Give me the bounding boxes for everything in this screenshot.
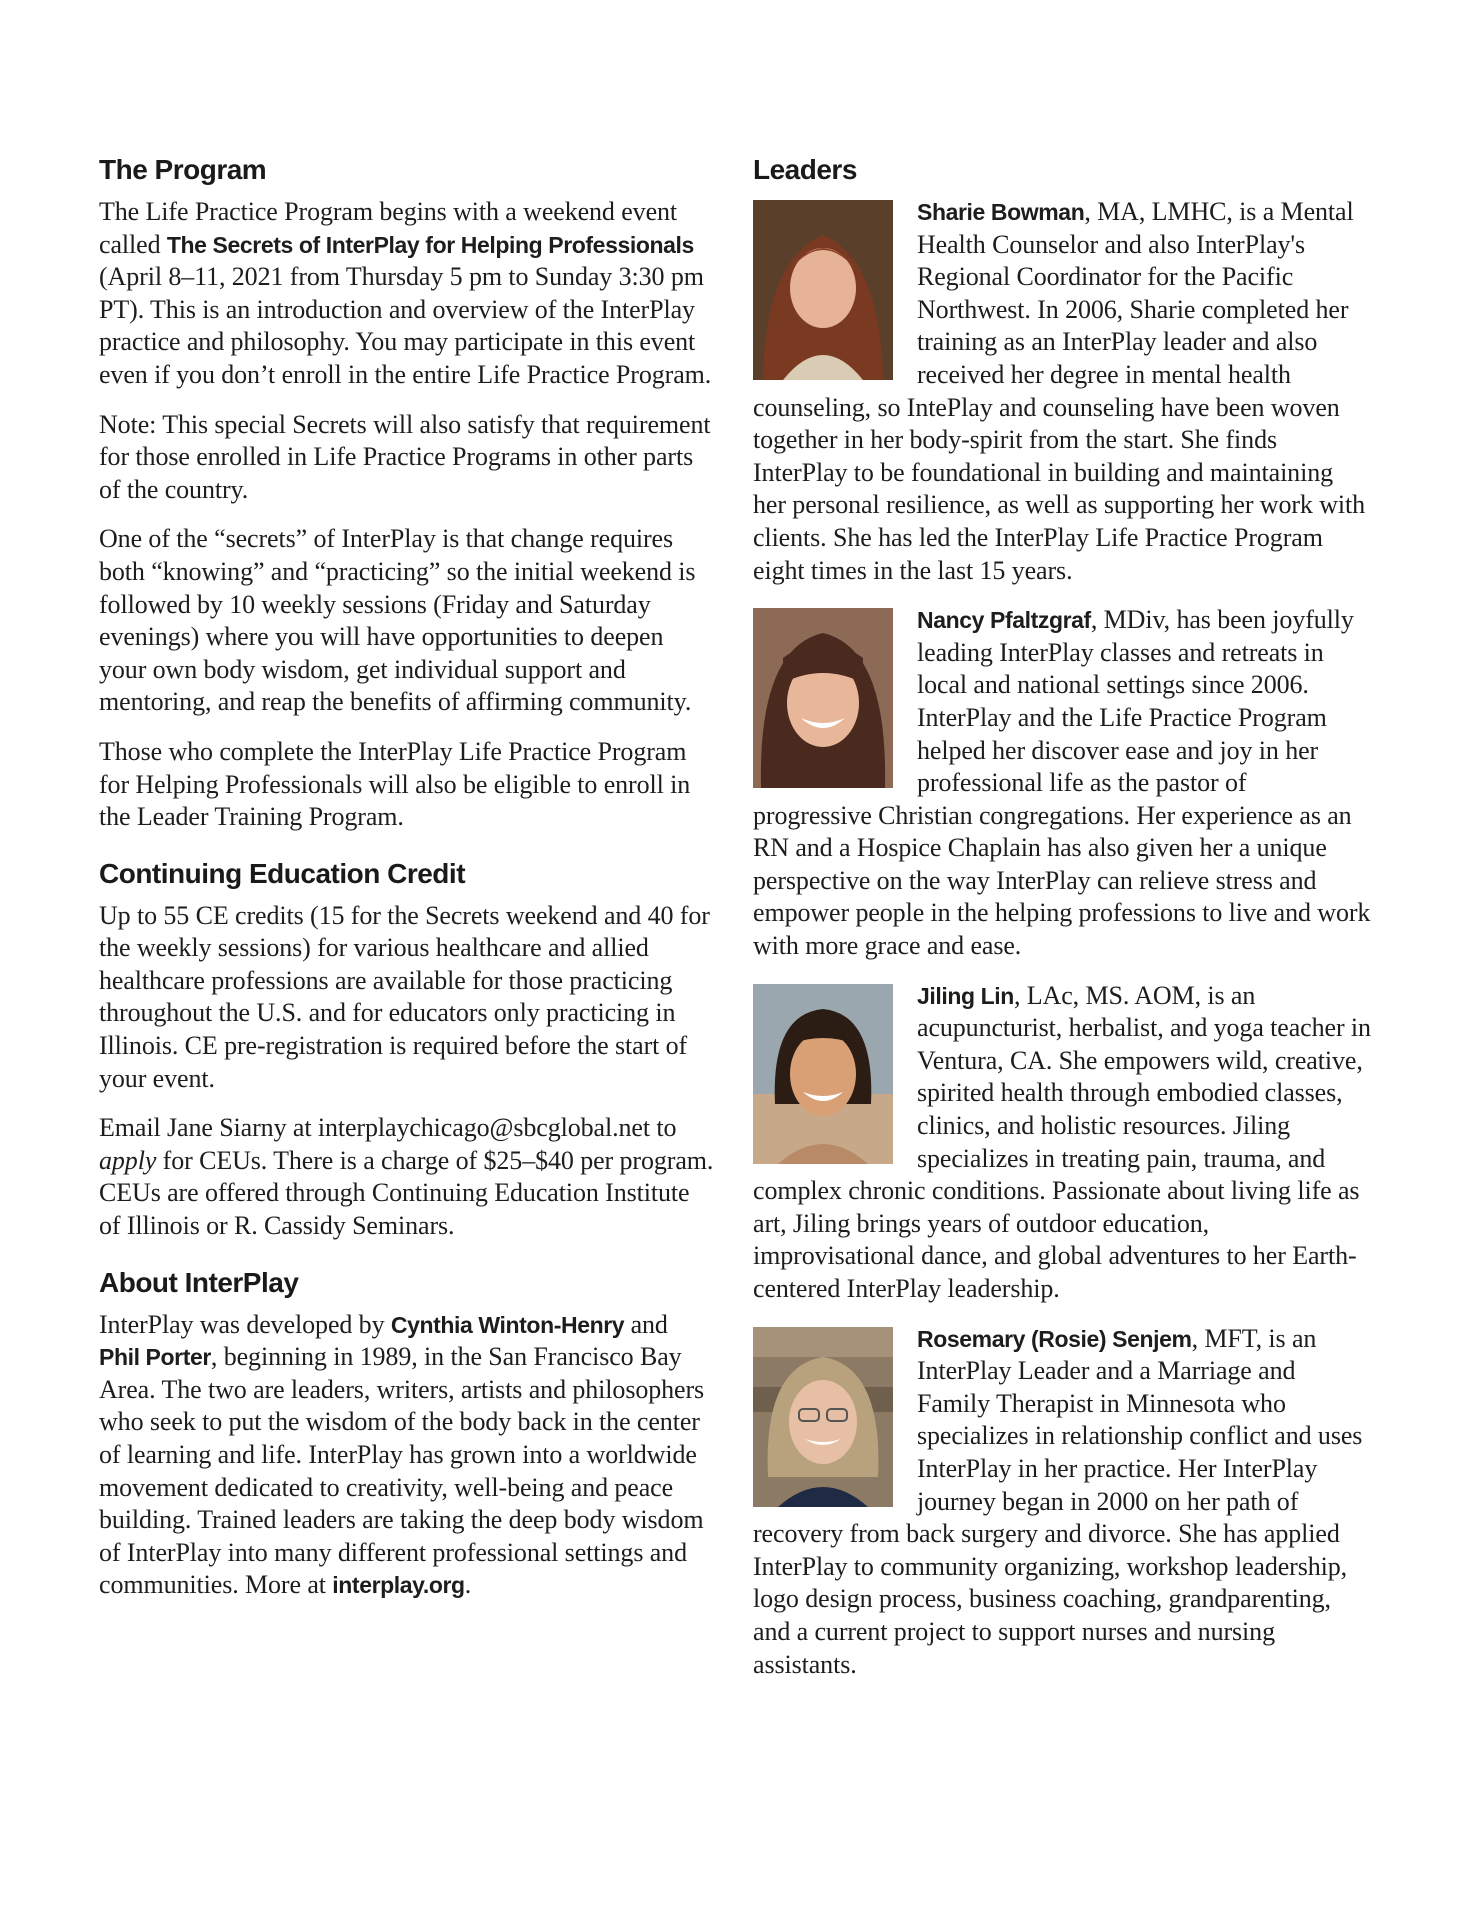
program-paragraph-3: One of the “secrets” of InterPlay is that change requires both “knowing” and “practicing” so the initial weekend is followed by 10 weekly sessions (Friday and Saturday evenings) where you will have opportunities to deepen your own body wisdom, get individual support and mentoring, and reap the benefits of affirming community.	[99, 524, 696, 717]
about-paragraph: InterPlay was developed by Cynthia Winton-Henry and Phil Porter, beginning in 1989, in the San Francisco Bay Area. The two are leaders, writers, artists and philosophers who seek to put the wisdom of the body back in the center of learning and life. InterPlay has grown into a worldwide movement dedicated to creativity, well-being and peace building. Trained leaders are taking the deep body wisdom of InterPlay into many different professional settings and communities. More at interplay.org.	[99, 1309, 705, 1600]
ce-heading: Continuing Education Credit	[99, 857, 466, 889]
leader-nancy	[753, 604, 1371, 963]
program-paragraph-1: The Life Practice Program begins with a weekend event called The Secrets of InterPlay for Helping Professionals (April 8–11, 2021 from Thursday 5 pm to Sunday 3:30 pm PT). This is an introduction and overview of the InterPlay practice and philosophy. You may participate in this event even if you don’t enroll in the entire Life Practice Program.	[99, 197, 712, 389]
leader-bio-rosie: , MFT, is an InterPlay Leader and a Marriage and Family Therapist in Minnesota who specializes in relationship conflict and uses InterPlay in her practice. Her InterPlay journey began in 2000 on her path of recovery from back surgery and divorce. She has applied InterPlay to community organizing, workshop leadership, logo design process, business coaching, grandparenting, and a current project to support nurses and nursing assistants.	[753, 1323, 1363, 1679]
leader-bio-nancy: , MDiv, has been joyfully leading InterPlay classes and retreats in local and national settings since 2006. InterPlay and the Life Practice Program helped her discover ease and joy in her professional life as the pastor of progressive Christian congregations. Her experience as an RN and a Hospice Chaplain has also given her a unique perspective on the way InterPlay can relieve stress and empower people in the helping professions to live and work with more grace and ease.	[753, 605, 1371, 961]
ce-section	[99, 856, 714, 1243]
about-section	[99, 1265, 714, 1602]
founder-name-1: Cynthia Winton-Henry	[390, 1311, 625, 1338]
leader-name-nancy: Nancy Pfaltzgraf	[917, 607, 1091, 634]
leader-bio-sharie: , MA, LMHC, is a Mental Health Counselor and also InterPlay's Regional Coordinator for the Pacific Northwest. In 2006, Sharie completed her training as an InterPlay leader and also received her degree in mental health counseling, so IntePlay and counseling have been woven together in her body-spirit from the start. She finds InterPlay to be foundational in building and maintaining her personal resilience, as well as supporting her work with clients. She has led the InterPlay Life Practice Program eight times in the last 15 years.	[753, 197, 1366, 585]
leader-photo-rosie	[753, 1327, 893, 1507]
leader-photo-sharie	[753, 200, 893, 380]
program-paragraph-4: Those who complete the InterPlay Life Practice Program for Helping Professionals will also be eligible to enroll in the Leader Training Program.	[99, 736, 691, 832]
apply-emphasis: apply	[99, 1145, 157, 1175]
leader-jiling	[753, 980, 1371, 1306]
secrets-event-title: The Secrets of InterPlay for Helping Professionals	[166, 231, 694, 258]
program-heading: The Program	[99, 154, 267, 185]
program-section	[99, 152, 714, 834]
leader-bio-jiling: , LAc, MS. AOM, is an acupuncturist, herbalist, and yoga teacher in Ventura, CA. She empowers wild, creative, spirited health through embodied classes, clinics, and holistic resources. Jiling specializes in treating pain, trauma, and complex chronic conditions. Passionate about living life as art, Jiling brings years of outdoor education, improvisational dance, and global adventures to her Earth-centered InterPlay leadership.	[753, 980, 1371, 1303]
leader-photo-jiling	[753, 984, 893, 1164]
right-column	[753, 152, 1371, 1698]
leaders-heading: Leaders	[753, 154, 857, 185]
ce-paragraph-2: Email Jane Siarny at interplaychicago@sbcglobal.net to apply for CEUs. There is a charge of $25–$40 per program. CEUs are offered through Continuing Education Institute of Illinois or R. Cassidy Seminars.	[99, 1113, 714, 1241]
leader-photo-nancy	[753, 608, 893, 788]
leader-rosie	[753, 1323, 1371, 1682]
leader-sharie	[753, 196, 1371, 587]
interplay-link[interactable]: interplay.org	[332, 1572, 465, 1599]
leader-name-jiling: Jiling Lin	[917, 982, 1014, 1009]
about-heading: About InterPlay	[99, 1266, 299, 1298]
founder-name-2: Phil Porter	[99, 1344, 211, 1371]
ce-paragraph-1: Up to 55 CE credits (15 for the Secrets weekend and 40 for the weekly sessions) for various healthcare and allied healthcare professions are available for those practicing throughout the U.S. and for educators only practicing in Illinois. CE pre-registration is required before the start of your event.	[99, 900, 710, 1093]
program-paragraph-2: Note: This special Secrets will also satisfy that requirement for those enrolled in Life Practice Programs in other parts of the country.	[99, 409, 711, 504]
leader-name-sharie: Sharie Bowman	[917, 199, 1085, 225]
leader-name-rosie: Rosemary (Rosie) Senjem	[917, 1325, 1192, 1352]
left-column	[99, 152, 714, 1624]
